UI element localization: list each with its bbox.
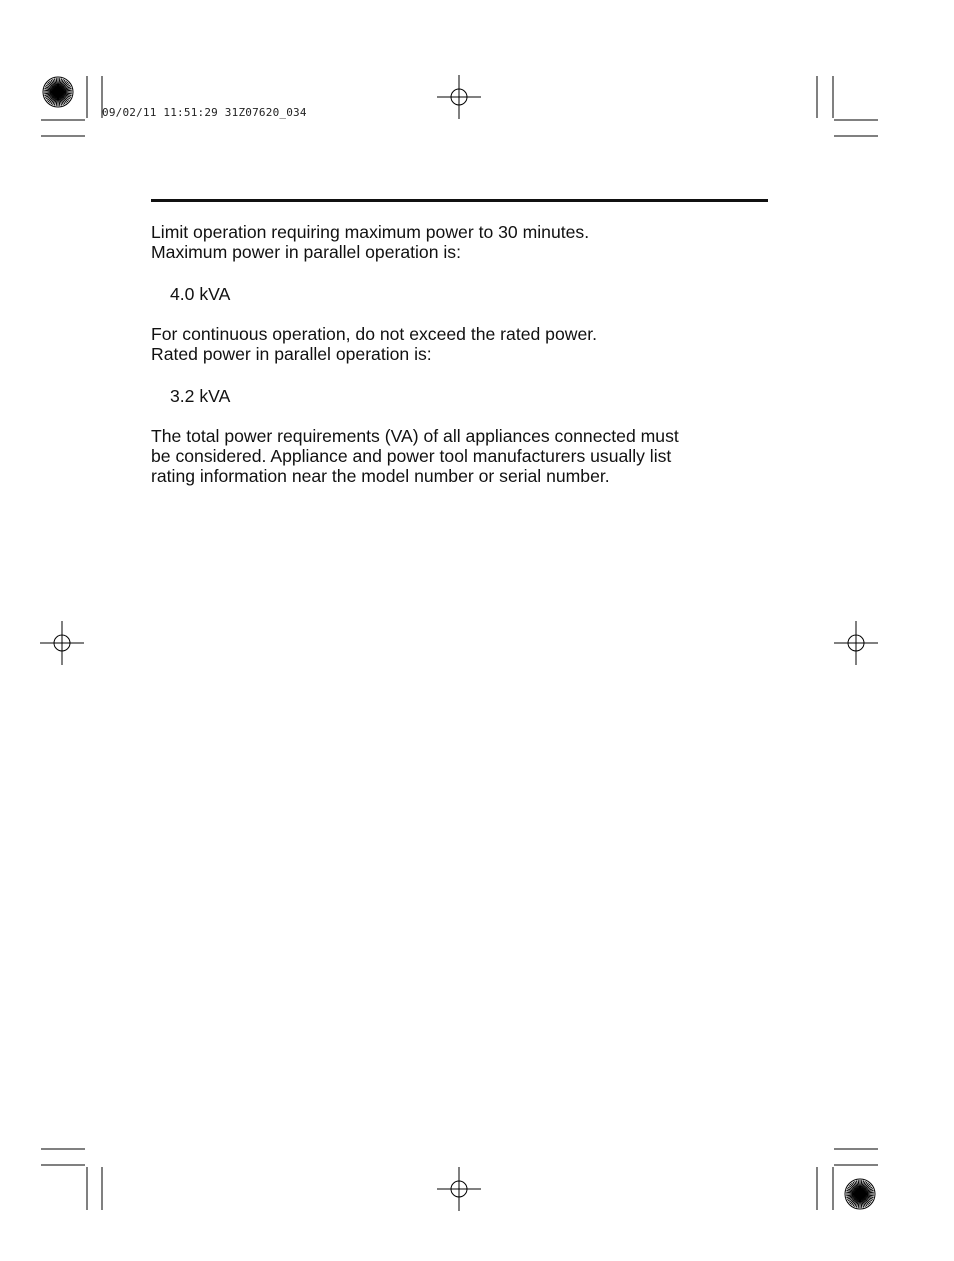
print-stamp: 09/02/11 11:51:29 31Z07620_034	[102, 106, 307, 119]
paragraph-3-line-3: rating information near the model number or serial number.	[151, 466, 610, 486]
registration-sunburst-bottom-right	[845, 1179, 875, 1209]
paragraph-1-line-2: Maximum power in parallel operation is:	[151, 242, 461, 262]
paragraph-3-line-1: The total power requirements (VA) of all appliances connected must	[151, 426, 679, 446]
rated-power-value: 3.2 kVA	[170, 386, 231, 406]
paragraph-2-line-1: For continuous operation, do not exceed the rated power.	[151, 324, 598, 344]
paragraph-2-line-2: Rated power in parallel operation is:	[151, 344, 432, 364]
crop-mark-top-right	[817, 76, 878, 136]
crop-mark-bottom-left	[41, 1149, 102, 1210]
crosshair-bottom	[437, 1167, 481, 1211]
registration-sunburst-top-left	[43, 77, 73, 107]
header-rule	[151, 199, 768, 202]
crosshair-left	[40, 621, 84, 665]
paragraph-3-line-2: be considered. Appliance and power tool manufacturers usually list	[151, 446, 672, 466]
paragraph-1-line-1: Limit operation requiring maximum power to 30 minutes.	[151, 222, 590, 242]
crosshair-right	[834, 621, 878, 665]
max-power-value: 4.0 kVA	[170, 284, 231, 304]
crosshair-top	[437, 75, 481, 119]
